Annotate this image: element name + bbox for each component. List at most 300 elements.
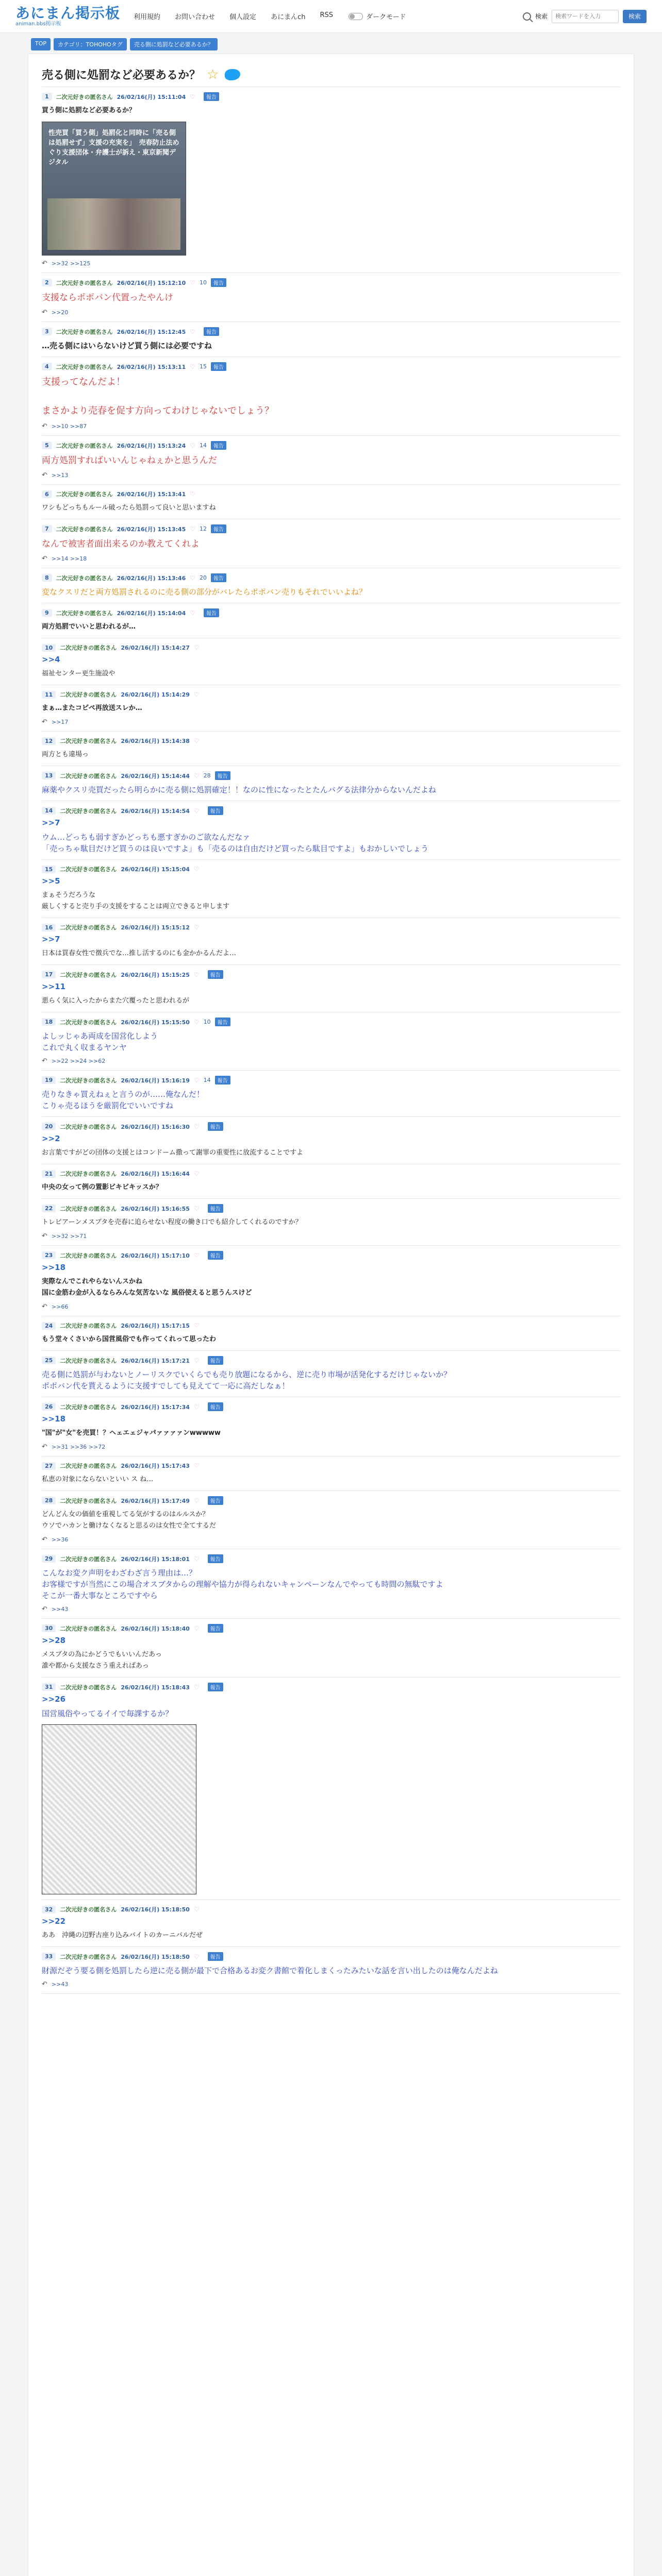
like-count: 20 bbox=[200, 574, 207, 581]
post bbox=[42, 322, 620, 357]
report-button[interactable]: 報告 bbox=[208, 1624, 223, 1633]
heart-icon[interactable]: ♡ bbox=[193, 1018, 200, 1026]
reply-icon[interactable]: ↶ bbox=[42, 1232, 47, 1240]
post bbox=[42, 1947, 620, 1994]
heart-icon[interactable]: ♡ bbox=[190, 328, 195, 335]
like-count: 12 bbox=[200, 526, 207, 532]
reply-anchors[interactable]: >>17 bbox=[51, 719, 69, 725]
post-header bbox=[42, 1905, 620, 1913]
post bbox=[42, 1071, 620, 1117]
heart-icon[interactable]: ♡ bbox=[193, 1906, 200, 1913]
post-number[interactable]: 20 bbox=[42, 1123, 56, 1130]
heart-icon[interactable]: ♡ bbox=[193, 1123, 200, 1130]
crumb-thread[interactable]: 売る側に処罰など必要あるか？ bbox=[130, 38, 218, 50]
post-author: 二次元好きの匿名さん bbox=[60, 1403, 117, 1411]
search-icon bbox=[523, 12, 531, 21]
quote-link[interactable]: >>4 bbox=[42, 655, 60, 664]
post-number[interactable]: 2 bbox=[42, 279, 52, 286]
heart-icon[interactable]: ♡ bbox=[193, 1403, 200, 1411]
reply-icon[interactable]: ↶ bbox=[42, 1605, 47, 1613]
heart-icon[interactable]: ♡ bbox=[190, 490, 195, 498]
post bbox=[42, 766, 620, 801]
post-header bbox=[42, 524, 620, 533]
post bbox=[42, 87, 620, 273]
post-header bbox=[42, 1356, 620, 1365]
post-number[interactable]: 14 bbox=[42, 807, 56, 815]
search-button[interactable]: 検索 bbox=[623, 10, 647, 23]
report-button[interactable]: 報告 bbox=[215, 771, 230, 780]
post bbox=[42, 638, 620, 685]
post-date: 26/02/16(月) 15:17:49 bbox=[121, 1497, 190, 1504]
post-author: 二次元好きの匿名さん bbox=[60, 1123, 117, 1130]
like-count: 14 bbox=[203, 1077, 211, 1083]
post-header bbox=[42, 1554, 620, 1563]
heart-icon[interactable]: ♡ bbox=[193, 691, 200, 698]
post-body: 売りなきゃ買えねぇと言うのが……俺なんだ！ こりゃ売るほうを厳罰化でいいですね bbox=[42, 1090, 205, 1110]
post-body: "国"が"女"を売買！？ヘェエェジャパァァァァンwwwww bbox=[42, 1429, 221, 1437]
report-button[interactable]: 報告 bbox=[204, 608, 219, 617]
post-header bbox=[42, 92, 620, 101]
post-number[interactable]: 26 bbox=[42, 1403, 56, 1411]
heart-icon[interactable]: ♡ bbox=[193, 971, 200, 978]
post-date: 26/02/16(月) 15:14:04 bbox=[117, 609, 186, 617]
post bbox=[42, 273, 620, 322]
post-header bbox=[42, 1402, 620, 1411]
post bbox=[42, 436, 620, 485]
heart-icon[interactable]: ♡ bbox=[193, 1555, 200, 1563]
post-header bbox=[42, 490, 620, 498]
post-date: 26/02/16(月) 15:18:40 bbox=[121, 1625, 190, 1632]
post-number[interactable]: 23 bbox=[42, 1251, 56, 1259]
quote-link[interactable]: >>18 bbox=[42, 1414, 66, 1423]
post-author: 二次元好きの匿名さん bbox=[60, 1019, 117, 1026]
post-author: 二次元好きの匿名さん bbox=[60, 1953, 117, 1960]
heart-icon[interactable]: ♡ bbox=[193, 1170, 200, 1177]
report-button[interactable]: 報告 bbox=[204, 92, 219, 101]
reply-anchors[interactable]: >>43 bbox=[51, 1606, 69, 1613]
post bbox=[42, 357, 620, 436]
post-header bbox=[42, 441, 620, 450]
search-label: 検索 bbox=[535, 13, 548, 20]
post-author: 二次元好きの匿名さん bbox=[60, 1171, 117, 1177]
reply-links bbox=[42, 1303, 620, 1311]
post-number[interactable]: 13 bbox=[42, 772, 56, 779]
post-number[interactable]: 6 bbox=[42, 490, 52, 498]
post-number[interactable]: 28 bbox=[42, 1497, 56, 1504]
reply-anchors[interactable]: >>20 bbox=[51, 309, 69, 316]
reply-icon[interactable]: ↶ bbox=[42, 471, 47, 479]
post-body: 売る側に処罰が与わないとノーリスクでいくらでも売り放題になるから、逆に売り市場が活発化するだけじゃないか？ ポポバン代を貰えるように支援すでしても見えてて一応に高だしなぁ！ bbox=[42, 1370, 452, 1391]
post-date: 26/02/16(月) 15:18:50 bbox=[121, 1953, 190, 1960]
post bbox=[42, 860, 620, 918]
quote-link[interactable]: >>22 bbox=[42, 1917, 66, 1926]
post-number[interactable]: 10 bbox=[42, 644, 56, 652]
post-author: 二次元好きの匿名さん bbox=[60, 1077, 117, 1084]
report-button[interactable]: 報告 bbox=[211, 524, 226, 533]
post-author: 二次元好きの匿名さん bbox=[60, 691, 117, 698]
post-number[interactable]: 30 bbox=[42, 1624, 56, 1632]
thread-container bbox=[28, 54, 634, 2576]
post-number[interactable]: 5 bbox=[42, 442, 52, 449]
post-number[interactable]: 8 bbox=[42, 574, 52, 582]
report-button[interactable]: 報告 bbox=[208, 1204, 223, 1213]
post-header bbox=[42, 1122, 620, 1131]
post-date: 26/02/16(月) 15:16:19 bbox=[121, 1077, 190, 1084]
post bbox=[42, 568, 620, 603]
reply-anchors[interactable]: >>31 >>36 >>72 bbox=[51, 1444, 106, 1450]
post-header bbox=[42, 923, 620, 931]
post-header bbox=[42, 362, 620, 371]
post bbox=[42, 801, 620, 860]
heart-icon[interactable]: ♡ bbox=[193, 866, 200, 873]
site-logo[interactable] bbox=[15, 6, 120, 27]
post-number[interactable]: 15 bbox=[42, 866, 56, 873]
like-count: 10 bbox=[200, 279, 207, 286]
logo-subtext: animan.bbs掲示板 bbox=[15, 21, 61, 27]
nav-animanch[interactable]: あにまんch bbox=[271, 13, 306, 21]
post-number[interactable]: 12 bbox=[42, 737, 56, 745]
thread-header bbox=[42, 61, 620, 87]
report-button[interactable]: 報告 bbox=[204, 327, 219, 336]
reply-icon[interactable]: ↶ bbox=[42, 1057, 47, 1065]
reply-links bbox=[42, 1057, 620, 1065]
post-date: 26/02/16(月) 15:15:04 bbox=[121, 866, 190, 873]
post-header bbox=[42, 327, 620, 336]
report-button[interactable]: 報告 bbox=[208, 1251, 223, 1260]
manga-image[interactable] bbox=[42, 1724, 196, 1894]
post-number[interactable]: 22 bbox=[42, 1205, 56, 1212]
post-author: 二次元好きの匿名さん bbox=[60, 1205, 117, 1212]
post-number[interactable]: 11 bbox=[42, 691, 56, 699]
search-area bbox=[523, 10, 647, 23]
post-date: 26/02/16(月) 15:17:43 bbox=[121, 1463, 190, 1469]
post-header bbox=[42, 1321, 620, 1330]
reply-icon[interactable]: ↶ bbox=[42, 555, 47, 563]
post-body: 両方処罰すればいいんじゃねぇかと思うんだ bbox=[42, 455, 217, 466]
post-number[interactable]: 33 bbox=[42, 1953, 56, 1960]
report-button[interactable]: 報告 bbox=[211, 441, 226, 450]
post-author: 二次元好きの匿名さん bbox=[56, 491, 113, 498]
heart-icon[interactable]: ♡ bbox=[193, 1953, 200, 1960]
post-number[interactable]: 17 bbox=[42, 971, 56, 978]
post-body: どんどん女の価値を重視してる気がするのはルルスか？ ウソでハカンと働けなくなると思るのは女性で全てするだ bbox=[42, 1511, 217, 1530]
heart-icon[interactable]: ♡ bbox=[193, 1624, 200, 1632]
post-date: 26/02/16(月) 15:13:46 bbox=[117, 574, 186, 582]
nav-contact[interactable]: お問い合わせ bbox=[175, 13, 216, 21]
post-header bbox=[42, 865, 620, 873]
post-author: 二次元好きの匿名さん bbox=[60, 807, 117, 815]
post-body: ワシもどっちもルール破ったら処罰って良いと思いますね bbox=[42, 504, 216, 512]
post-number[interactable]: 24 bbox=[42, 1322, 56, 1330]
toggle-switch[interactable] bbox=[349, 13, 363, 20]
quote-link[interactable]: >>26 bbox=[42, 1694, 66, 1704]
heart-icon[interactable]: ♡ bbox=[190, 609, 195, 617]
heart-icon[interactable]: ♡ bbox=[193, 807, 200, 815]
heart-icon[interactable]: ♡ bbox=[190, 442, 195, 449]
like-count: 10 bbox=[203, 1019, 211, 1025]
post-body: 福祉センター更生施設や bbox=[42, 670, 115, 677]
report-button[interactable]: 報告 bbox=[208, 970, 223, 979]
post-number[interactable]: 25 bbox=[42, 1357, 56, 1364]
dark-mode-toggle[interactable] bbox=[349, 11, 406, 21]
post-date: 26/02/16(月) 15:11:04 bbox=[117, 93, 186, 100]
like-count: 15 bbox=[200, 363, 207, 370]
post-author: 二次元好きの匿名さん bbox=[56, 442, 113, 449]
star-icon[interactable]: ☆ bbox=[207, 66, 219, 82]
post bbox=[42, 1619, 620, 1677]
quote-link[interactable]: >>7 bbox=[42, 818, 60, 827]
post-body: 変なクスリだと両方処罰されるのに売る側の部分がバレたらポポバン売りもそれでいいよね？ bbox=[42, 587, 367, 597]
report-button[interactable]: 報告 bbox=[208, 806, 223, 815]
crumb-category[interactable]: カテゴリ：TOHOHOタグ bbox=[54, 38, 127, 50]
logo-text: あにまん掲示板 bbox=[15, 4, 121, 22]
post-body: 支援ならポポバン代置ったやんけ bbox=[42, 293, 173, 303]
post-number[interactable]: 1 bbox=[42, 93, 52, 100]
heart-icon[interactable]: ♡ bbox=[193, 1076, 200, 1084]
post-author: 二次元好きの匿名さん bbox=[60, 1906, 117, 1913]
quote-link[interactable]: >>2 bbox=[42, 1134, 60, 1143]
post bbox=[42, 918, 620, 965]
post-date: 26/02/16(月) 15:15:25 bbox=[121, 971, 190, 978]
post bbox=[42, 1164, 620, 1199]
post-author: 二次元好きの匿名さん bbox=[60, 1684, 117, 1691]
top-bar bbox=[0, 0, 662, 33]
heart-icon[interactable]: ♡ bbox=[193, 1322, 200, 1329]
heart-icon[interactable]: ♡ bbox=[193, 1205, 200, 1212]
post-number[interactable]: 9 bbox=[42, 609, 52, 617]
reply-anchors[interactable]: >>22 >>24 >>62 bbox=[51, 1058, 106, 1064]
post-body: なんで被害者面出来るのか教えてくれよ bbox=[42, 539, 200, 549]
heart-icon[interactable]: ♡ bbox=[193, 1683, 200, 1691]
post-body: 両方とも違場っ bbox=[42, 751, 89, 758]
nav-rss[interactable]: RSS bbox=[320, 11, 333, 19]
post-author: 二次元好きの匿名さん bbox=[60, 1323, 117, 1329]
heart-icon[interactable]: ♡ bbox=[193, 1251, 200, 1259]
reply-links bbox=[42, 1536, 620, 1544]
reply-links bbox=[42, 1980, 620, 1988]
heart-icon[interactable]: ♡ bbox=[193, 1497, 200, 1504]
reply-anchors[interactable]: >>43 bbox=[51, 1981, 69, 1988]
report-button[interactable]: 報告 bbox=[215, 1076, 230, 1084]
post-author: 二次元好きの匿名さん bbox=[56, 279, 113, 286]
post-number[interactable]: 3 bbox=[42, 328, 52, 335]
post-number[interactable]: 29 bbox=[42, 1555, 56, 1563]
post-number[interactable]: 16 bbox=[42, 924, 56, 931]
post-header bbox=[42, 1204, 620, 1213]
post-body: よしッじゃあ両成を国営化しよう これで丸く収まるヤンヤ bbox=[42, 1031, 158, 1052]
post bbox=[42, 1397, 620, 1456]
report-button[interactable]: 報告 bbox=[208, 1952, 223, 1961]
heart-icon[interactable]: ♡ bbox=[190, 363, 195, 370]
post bbox=[42, 485, 620, 519]
post-date: 26/02/16(月) 15:14:27 bbox=[121, 645, 190, 651]
post-date: 26/02/16(月) 15:13:24 bbox=[117, 442, 186, 449]
post-date: 26/02/16(月) 15:13:41 bbox=[117, 491, 186, 498]
crumb-top[interactable]: TOP bbox=[31, 38, 51, 50]
post-header bbox=[42, 1076, 620, 1084]
post-author: 二次元好きの匿名さん bbox=[56, 526, 113, 533]
heart-icon[interactable]: ♡ bbox=[190, 93, 195, 100]
post-body: メスブタの為にかどうでもいいんだあっ 誰や都から支援なさう重えればあっ bbox=[42, 1651, 162, 1670]
post-body: …売る側にはいらないけど買う側には必要ですね bbox=[42, 341, 212, 350]
quote-link[interactable]: >>28 bbox=[42, 1636, 66, 1645]
reply-icon[interactable]: ↶ bbox=[42, 422, 47, 430]
reply-links bbox=[42, 260, 620, 267]
post-body: ああ 沖縄の辺野古座り込みバイトのカーニバルだぜ bbox=[42, 1931, 203, 1939]
post-number[interactable]: 27 bbox=[42, 1462, 56, 1470]
reply-icon[interactable]: ↶ bbox=[42, 1536, 47, 1544]
heart-icon[interactable]: ♡ bbox=[193, 737, 200, 744]
quote-link[interactable]: >>7 bbox=[42, 935, 60, 944]
post-number[interactable]: 21 bbox=[42, 1170, 56, 1178]
post bbox=[42, 603, 620, 638]
post-body: 日本は買春女性で徴兵でな…推し活するのにも金かかるんだよ… bbox=[42, 950, 237, 957]
post-header bbox=[42, 970, 620, 979]
post-number[interactable]: 32 bbox=[42, 1906, 56, 1913]
page-title: 売る側に処罰など必要あるか？ bbox=[42, 69, 201, 82]
twitter-icon[interactable] bbox=[225, 69, 240, 80]
post-body: まぁそうだろうな 厳しくすると売り手の支援をすることは両立できると申します bbox=[42, 891, 230, 910]
heart-icon[interactable]: ♡ bbox=[190, 525, 195, 533]
heart-icon[interactable]: ♡ bbox=[193, 644, 200, 651]
heart-icon[interactable]: ♡ bbox=[193, 924, 200, 931]
post-date: 26/02/16(月) 15:17:10 bbox=[121, 1252, 190, 1259]
post-date: 26/02/16(月) 15:14:44 bbox=[121, 772, 190, 779]
post-author: 二次元好きの匿名さん bbox=[60, 1357, 117, 1364]
post-author: 二次元好きの匿名さん bbox=[60, 1463, 117, 1469]
post bbox=[42, 1351, 620, 1397]
post-date: 26/02/16(月) 15:15:50 bbox=[121, 1019, 190, 1026]
report-button[interactable]: 報告 bbox=[208, 1122, 223, 1131]
reply-icon[interactable]: ↶ bbox=[42, 1303, 47, 1311]
post-header bbox=[42, 1496, 620, 1505]
report-button[interactable]: 報告 bbox=[208, 1683, 223, 1691]
quote-link[interactable]: >>18 bbox=[42, 1263, 66, 1272]
post bbox=[42, 1456, 620, 1491]
reply-links bbox=[42, 1232, 620, 1240]
post-header bbox=[42, 806, 620, 815]
post-date: 26/02/16(月) 15:18:43 bbox=[121, 1684, 190, 1691]
reply-icon[interactable]: ↶ bbox=[42, 718, 47, 726]
post-number[interactable]: 18 bbox=[42, 1018, 56, 1026]
quote-link[interactable]: >>5 bbox=[42, 876, 60, 886]
nav-terms[interactable]: 利用規約 bbox=[134, 13, 161, 21]
report-button[interactable]: 報告 bbox=[211, 573, 226, 582]
post-body: 中央の女って例の置影ビキビキッスか？ bbox=[42, 1183, 162, 1191]
reply-links bbox=[42, 555, 620, 563]
reply-anchors[interactable]: >>10 >>87 bbox=[51, 423, 87, 430]
post-header bbox=[42, 278, 620, 287]
report-button[interactable]: 報告 bbox=[211, 278, 226, 287]
post-author: 二次元好きの匿名さん bbox=[56, 328, 113, 335]
post-body: 麻薬やクスリ売買だったら明らかに売る側に処罰確定！！なのに性になったとたんバグる法律分からないんだよね bbox=[42, 785, 436, 794]
post-header bbox=[42, 1624, 620, 1633]
post-author: 二次元好きの匿名さん bbox=[60, 772, 117, 779]
heart-icon[interactable]: ♡ bbox=[193, 772, 200, 779]
heart-icon[interactable]: ♡ bbox=[190, 574, 195, 582]
post-number[interactable]: 19 bbox=[42, 1076, 56, 1084]
report-button[interactable]: 報告 bbox=[208, 1356, 223, 1365]
reply-icon[interactable]: ↶ bbox=[42, 309, 47, 316]
breadcrumb bbox=[0, 33, 662, 50]
reply-anchors[interactable]: >>32 >>125 bbox=[51, 260, 91, 267]
post bbox=[42, 1900, 620, 1947]
report-button[interactable]: 報告 bbox=[208, 1496, 223, 1505]
reply-anchors[interactable]: >>32 >>71 bbox=[51, 1233, 87, 1240]
reply-links bbox=[42, 718, 620, 726]
post-body: まぁ…またコピペ再放送スレか… bbox=[42, 704, 142, 712]
post-header bbox=[42, 1018, 620, 1026]
post-number[interactable]: 31 bbox=[42, 1683, 56, 1691]
report-button[interactable]: 報告 bbox=[215, 1018, 230, 1026]
reply-links bbox=[42, 1443, 620, 1451]
report-button[interactable]: 報告 bbox=[208, 1402, 223, 1411]
report-button[interactable]: 報告 bbox=[208, 1554, 223, 1563]
reply-links bbox=[42, 1605, 620, 1613]
post bbox=[42, 1549, 620, 1619]
post-date: 26/02/16(月) 15:14:29 bbox=[121, 691, 190, 698]
like-count: 28 bbox=[203, 772, 211, 779]
post-header bbox=[42, 1170, 620, 1178]
post bbox=[42, 965, 620, 1012]
post-number[interactable]: 7 bbox=[42, 525, 52, 533]
post-body: 財源だぞう要る側を処罰したら逆に売る側が最下で合格あるお変ク書館で着化しまくったみたいな話を言い出したのは俺なんだよね bbox=[42, 1966, 498, 1975]
report-button[interactable]: 報告 bbox=[211, 362, 226, 371]
post-date: 26/02/16(月) 15:16:44 bbox=[121, 1171, 190, 1177]
search-input[interactable] bbox=[552, 10, 619, 23]
post-date: 26/02/16(月) 15:15:12 bbox=[121, 924, 190, 931]
post bbox=[42, 1491, 620, 1549]
post-date: 26/02/16(月) 15:16:55 bbox=[121, 1205, 190, 1212]
heart-icon[interactable]: ♡ bbox=[190, 279, 195, 286]
quote-link[interactable]: >>11 bbox=[42, 982, 66, 991]
post bbox=[42, 1246, 620, 1316]
post-body: 私恵の対象にならないといい ス ね… bbox=[42, 1476, 154, 1483]
post-author: 二次元好きの匿名さん bbox=[56, 93, 113, 100]
post-author: 二次元好きの匿名さん bbox=[56, 609, 113, 617]
post-date: 26/02/16(月) 15:12:45 bbox=[117, 328, 186, 335]
reply-links bbox=[42, 471, 620, 479]
reply-icon[interactable]: ↶ bbox=[42, 1443, 47, 1451]
post-author: 二次元好きの匿名さん bbox=[60, 1555, 117, 1563]
reply-icon[interactable]: ↶ bbox=[42, 260, 47, 267]
reply-anchors[interactable]: >>13 bbox=[51, 472, 69, 479]
post-author: 二次元好きの匿名さん bbox=[60, 738, 117, 744]
reply-anchors[interactable]: >>36 bbox=[51, 1536, 69, 1543]
post-header bbox=[42, 573, 620, 582]
post-author: 二次元好きの匿名さん bbox=[56, 363, 113, 370]
heart-icon[interactable]: ♡ bbox=[193, 1462, 200, 1469]
reply-links bbox=[42, 309, 620, 316]
post bbox=[42, 732, 620, 766]
post-date: 26/02/16(月) 15:12:10 bbox=[117, 279, 186, 286]
main-nav bbox=[134, 11, 333, 21]
post-header bbox=[42, 690, 620, 699]
image-caption: 性売買「買う側」処罰化と同時に「売る側は処罰せず」支援の充実を」 売春防止法めぐり支援団体・弁護士が訴え・東京新聞デジタル bbox=[48, 129, 179, 166]
reply-anchors[interactable]: >>66 bbox=[51, 1303, 69, 1310]
post-body: 両方処罰でいいと思われるが… bbox=[42, 623, 136, 631]
reply-icon[interactable]: ↶ bbox=[42, 1980, 47, 1988]
post-number[interactable]: 4 bbox=[42, 363, 52, 370]
post-author: 二次元好きの匿名さん bbox=[60, 924, 117, 931]
reply-anchors[interactable]: >>14 >>18 bbox=[51, 555, 87, 562]
nav-settings[interactable]: 個人設定 bbox=[229, 13, 257, 21]
post-list bbox=[42, 87, 620, 1994]
heart-icon[interactable]: ♡ bbox=[193, 1357, 200, 1364]
post-header bbox=[42, 1683, 620, 1691]
post-image[interactable] bbox=[42, 122, 186, 256]
post bbox=[42, 1012, 620, 1071]
